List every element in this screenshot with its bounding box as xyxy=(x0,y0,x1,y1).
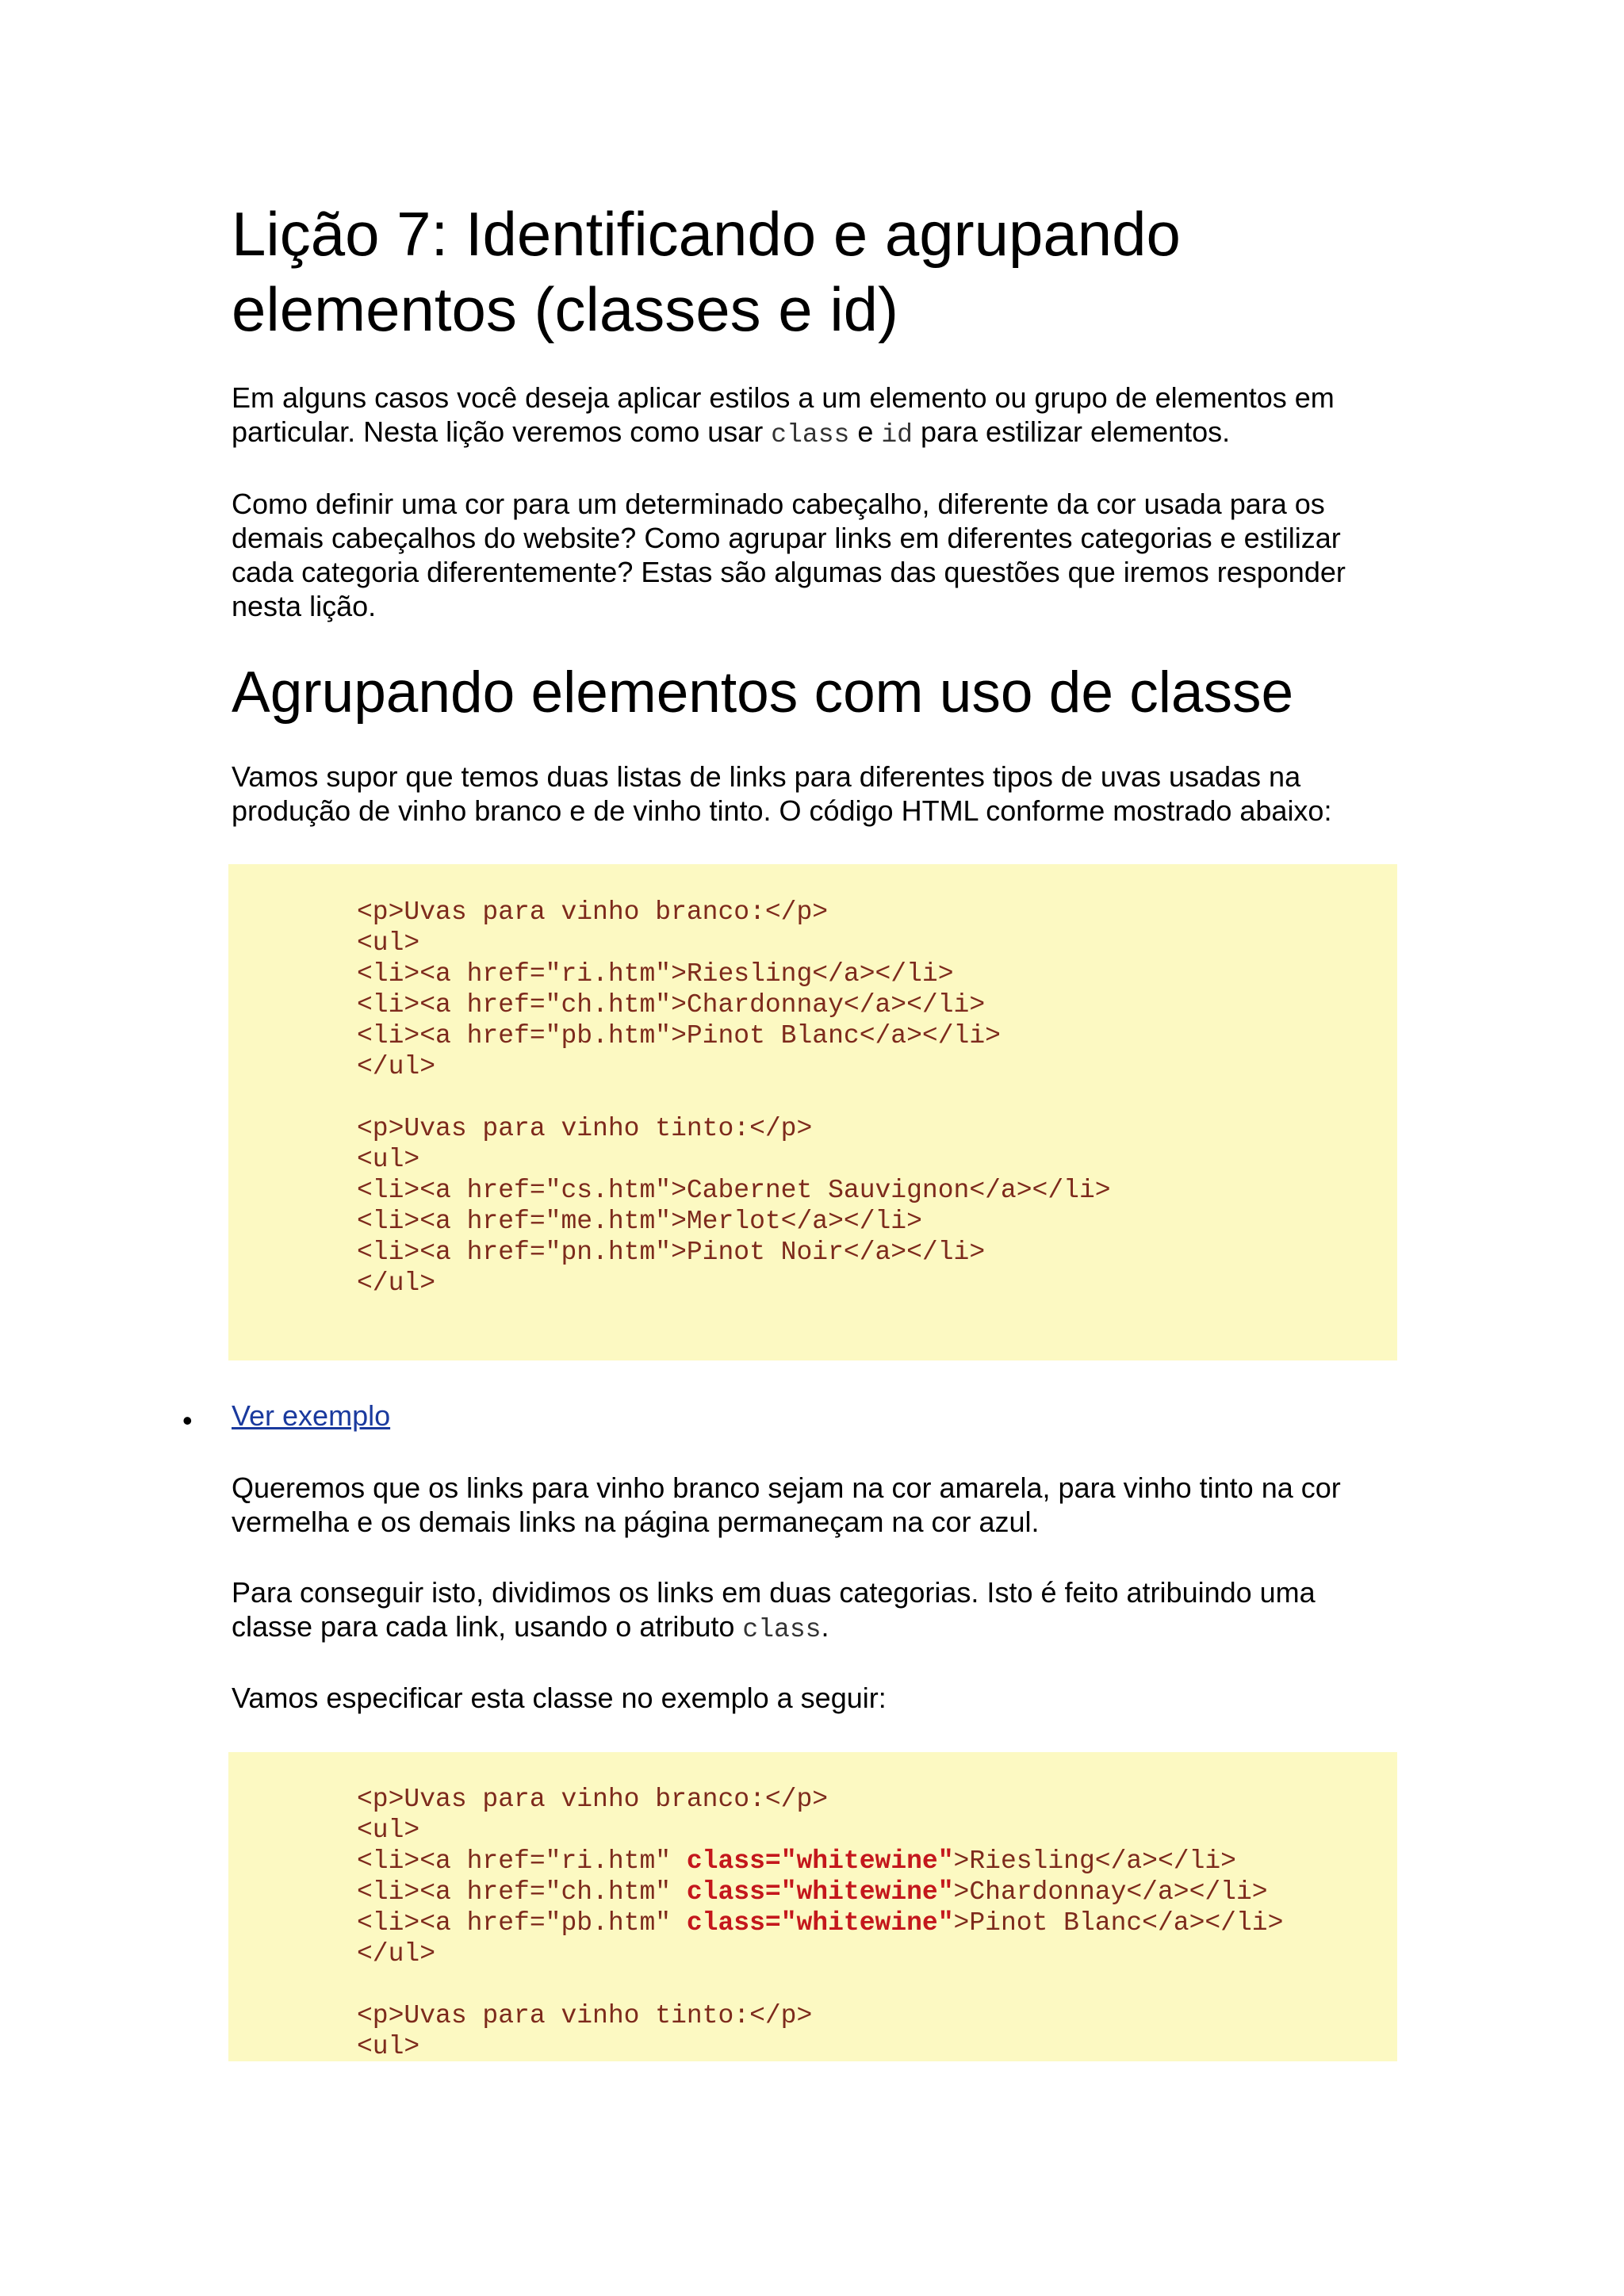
code-line: <li><a href="me.htm">Merlot</a></li> xyxy=(357,1207,922,1236)
intro-p2-line-4: nesta lição. xyxy=(232,590,377,622)
code-line: <ul> xyxy=(357,1816,420,1845)
inline-code-id: id xyxy=(881,420,913,450)
code-line: <ul> xyxy=(357,1145,420,1174)
intro-p2-line-1: Como definir uma cor para um determinado cabeçalho, diferente da cor usada para os xyxy=(232,488,1325,520)
code-block-1-text xyxy=(357,897,1111,1299)
code-text: <li><a href="ri.htm" xyxy=(357,1846,687,1876)
code-line xyxy=(357,1082,1111,1113)
code-text: >Pinot Blanc</a></li> xyxy=(953,1908,1284,1938)
section-p1-line-1: Vamos supor que temos duas listas de links para diferentes tipos de uvas usadas na xyxy=(232,760,1301,793)
code-line: <li><a href="cs.htm">Cabernet Sauvignon</a></li> xyxy=(357,1176,1111,1205)
inline-code-class: class xyxy=(771,420,850,450)
code-line xyxy=(357,1877,1283,1908)
code-line: <p>Uvas para vinho tinto:</p> xyxy=(357,1114,813,1143)
intro-p1-line-2 xyxy=(232,415,1373,452)
section-p3-line-2 xyxy=(232,1609,1373,1647)
code-line: <li><a href="ri.htm">Riesling</a></li> xyxy=(357,959,954,989)
intro-p1-text-c: para estilizar elementos. xyxy=(912,415,1231,448)
code-line: <ul> xyxy=(357,2032,420,2061)
code-text: <li><a href="ch.htm" xyxy=(357,1877,687,1907)
code-block-2 xyxy=(228,1752,1397,2061)
code-highlight: class="whitewine" xyxy=(686,1908,954,1938)
code-line: <li><a href="ch.htm">Chardonnay</a></li> xyxy=(357,990,986,1020)
code-text: <li><a href="pb.htm" xyxy=(357,1908,687,1938)
code-highlight: class="whitewine" xyxy=(686,1846,954,1876)
section-paragraph-3 xyxy=(232,1575,1373,1647)
code-line: <p>Uvas para vinho branco:</p> xyxy=(357,1785,829,1814)
code-line: <ul> xyxy=(357,928,420,958)
intro-p1-text-b: e xyxy=(849,415,882,448)
section-p3-text-a: classe para cada link, usando o atributo xyxy=(232,1610,743,1643)
section-p3-line-1: Para conseguir isto, dividimos os links em duas categorias. Isto é feito atribuindo uma xyxy=(232,1576,1316,1609)
section-heading: Agrupando elementos com uso de classe xyxy=(232,660,1294,725)
list-bullet: • xyxy=(182,1404,193,1437)
inline-code-class: class xyxy=(742,1615,822,1644)
section-paragraph-4 xyxy=(232,1681,1373,1715)
section-p2-line-2: vermelha e os demais links na página permaneçam na cor azul. xyxy=(232,1506,1040,1538)
page-title xyxy=(232,197,1405,347)
section-paragraph-2 xyxy=(232,1471,1373,1539)
code-line: <li><a href="pn.htm">Pinot Noir</a></li> xyxy=(357,1238,986,1267)
code-block-1 xyxy=(228,864,1397,1360)
intro-p1-text-a: particular. Nesta lição veremos como usar xyxy=(232,415,772,448)
code-line xyxy=(357,1969,1283,2000)
code-line: </ul> xyxy=(357,1939,436,1969)
page-title-line-2: elementos (classes e id) xyxy=(232,274,899,344)
intro-p2-line-2: demais cabeçalhos do website? Como agrupar links em diferentes categorias e estilizar xyxy=(232,522,1341,554)
section-p1-line-2: produção de vinho branco e de vinho tinto. O código HTML conforme mostrado abaixo: xyxy=(232,794,1332,827)
ver-exemplo-link[interactable]: Ver exemplo xyxy=(232,1399,391,1432)
code-line: </ul> xyxy=(357,1052,436,1081)
code-line: </ul> xyxy=(357,1269,436,1298)
page-title-line-1: Lição 7: Identificando e agrupando xyxy=(232,199,1181,269)
code-line: <p>Uvas para vinho tinto:</p> xyxy=(357,2001,813,2030)
section-p2-line-1: Queremos que os links para vinho branco sejam na cor amarela, para vinho tinto na cor xyxy=(232,1471,1341,1504)
code-highlight: class="whitewine" xyxy=(686,1877,954,1907)
section-paragraph-1 xyxy=(232,760,1373,828)
intro-p2-line-3: cada categoria diferentemente? Estas são algumas das questões que iremos responder xyxy=(232,556,1346,588)
intro-paragraph-2 xyxy=(232,487,1373,623)
section-p3-text-b: . xyxy=(821,1610,829,1643)
code-line xyxy=(357,1846,1283,1877)
code-text: >Chardonnay</a></li> xyxy=(953,1877,1268,1907)
intro-paragraph-1 xyxy=(232,381,1373,452)
code-line: <p>Uvas para vinho branco:</p> xyxy=(357,897,829,927)
code-line xyxy=(357,1908,1283,1938)
section-p4-line-1: Vamos especificar esta classe no exemplo a seguir: xyxy=(232,1682,887,1714)
code-line: <li><a href="pb.htm">Pinot Blanc</a></li> xyxy=(357,1021,1001,1050)
code-text: >Riesling</a></li> xyxy=(953,1846,1236,1876)
code-block-2-text xyxy=(357,1784,1283,2062)
intro-p1-line-1: Em alguns casos você deseja aplicar estilos a um elemento ou grupo de elementos em xyxy=(232,381,1335,414)
